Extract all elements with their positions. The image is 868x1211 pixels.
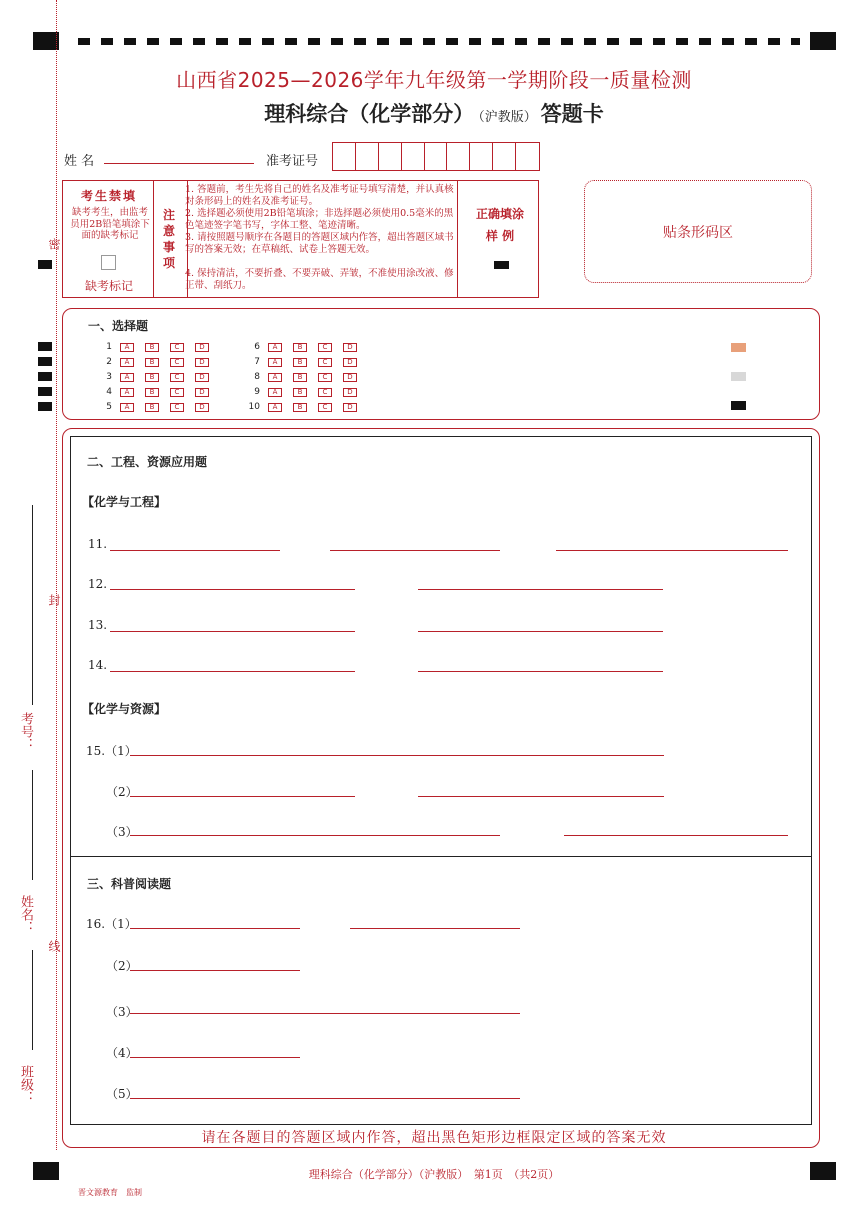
sample-label-1: 正确填涂 — [475, 207, 524, 221]
mc-option-bubble[interactable]: A — [268, 358, 282, 367]
subsection-resources: 【化学与资源】 — [82, 702, 167, 716]
seal-label-xian: 线 — [47, 940, 61, 952]
mc-option-bubble[interactable]: C — [170, 403, 184, 412]
barcode-label: 贴条形码区 — [663, 224, 733, 241]
mc-option-bubble[interactable]: A — [120, 373, 134, 382]
mc-option-bubble[interactable]: D — [195, 388, 209, 397]
q11-answer-line[interactable] — [330, 550, 500, 551]
fill-sample-swatch — [731, 343, 746, 352]
mc-question-row — [92, 402, 220, 412]
q16-1-answer-line[interactable] — [130, 928, 300, 929]
exam-no-line — [32, 505, 33, 705]
q16-5-answer-line[interactable] — [130, 1098, 520, 1099]
mc-option-bubble[interactable]: C — [318, 388, 332, 397]
section2-title: 二、工程、资源应用题 — [87, 455, 208, 469]
mc-option-bubble[interactable]: B — [145, 358, 159, 367]
mc-question-number: 4 — [106, 387, 112, 397]
q16-3-label: （3） — [106, 1005, 138, 1019]
margin-exam-no-label: 考号： — [18, 712, 33, 751]
mc-question-row — [240, 342, 368, 352]
q15-2-answer-line[interactable] — [130, 796, 355, 797]
mc-option-bubble[interactable]: C — [170, 373, 184, 382]
binding-line — [56, 0, 57, 1150]
mc-question-row — [240, 387, 368, 397]
mc-option-bubble[interactable]: B — [293, 343, 307, 352]
mc-question-number: 8 — [254, 372, 260, 382]
section1-title: 一、选择题 — [88, 319, 149, 333]
q12-answer-line[interactable] — [110, 589, 355, 590]
q16-1-answer-line[interactable] — [350, 928, 520, 929]
mc-question-number: 1 — [106, 342, 112, 352]
mc-question-row — [92, 357, 220, 367]
mc-question-number: 3 — [106, 372, 112, 382]
attention-label: 注意事项 — [163, 208, 176, 270]
q14-answer-line[interactable] — [418, 671, 663, 672]
q16-2-label: （2） — [106, 959, 138, 973]
absent-mark-label: 缺考标记 — [84, 279, 133, 293]
rule-3: 3. 请按照题号顺序在各题目的答题区域内作答，超出答题区域书写的答案无效；在草稿纸、试卷上答题无效。 — [185, 232, 454, 255]
mc-option-bubble[interactable]: A — [120, 343, 134, 352]
exam-title: 山西省2025—2026学年九年级第一学期阶段一质量检测 — [176, 68, 692, 92]
rule-2: 2. 选择题必须使用2B铅笔填涂；非选择题必须使用0.5毫米的黑色笔迹签字笔书写，字体工整、笔迹清晰。 — [185, 208, 454, 231]
q12-label: 12. — [88, 577, 108, 591]
mc-question-number: 2 — [106, 357, 112, 367]
q11-answer-line[interactable] — [556, 550, 788, 551]
mc-option-bubble[interactable]: D — [195, 403, 209, 412]
mc-option-bubble[interactable]: B — [293, 388, 307, 397]
mc-question-row — [240, 402, 368, 412]
fill-sample-swatch — [731, 401, 746, 410]
q13-label: 13. — [88, 618, 108, 632]
sample-label-2: 样 例 — [485, 229, 515, 243]
page-footer: 理科综合（化学部分）（沪教版） 第1页 （共2页） — [308, 1168, 560, 1181]
mc-option-bubble[interactable]: A — [268, 343, 282, 352]
answer-area-warning: 请在各题目的答题区域内作答，超出黑色矩形边框限定区域的答案无效 — [201, 1130, 667, 1146]
section3-title: 三、科普阅读题 — [87, 877, 172, 891]
mc-option-bubble[interactable]: B — [293, 358, 307, 367]
mc-question-row — [240, 357, 368, 367]
exam-id-label: 准考证号 — [266, 154, 319, 169]
mc-option-bubble[interactable]: B — [145, 373, 159, 382]
margin-class-label: 班级： — [18, 1065, 33, 1104]
mc-question-number: 10 — [248, 402, 260, 412]
mc-question-row — [92, 372, 220, 382]
card-title — [0, 98, 868, 128]
mc-option-bubble[interactable]: D — [343, 388, 357, 397]
rule-4: 4. 保持清洁，不要折叠、不要弄破、弄皱，不准使用涂改液、修正带、刮纸刀。 — [185, 268, 454, 291]
mc-option-bubble[interactable]: A — [268, 388, 282, 397]
q15-1-label: 15.（1） — [86, 744, 137, 758]
mc-option-bubble[interactable]: B — [145, 343, 159, 352]
mc-question-number: 7 — [254, 357, 260, 367]
mc-question-row — [92, 342, 220, 352]
side-mark — [38, 402, 52, 411]
mc-option-bubble[interactable]: C — [318, 358, 332, 367]
mc-option-bubble[interactable]: D — [343, 343, 357, 352]
q16-4-label: （4） — [106, 1046, 138, 1060]
mc-option-bubble[interactable]: A — [120, 388, 134, 397]
absent-checkbox[interactable] — [101, 255, 116, 270]
mc-option-bubble[interactable]: D — [195, 343, 209, 352]
q12-answer-line[interactable] — [418, 589, 663, 590]
q15-2-label: （2） — [106, 785, 138, 799]
mc-option-bubble[interactable]: A — [120, 358, 134, 367]
q16-2-answer-line[interactable] — [130, 970, 300, 971]
q15-3-answer-line[interactable] — [130, 835, 500, 836]
q13-answer-line[interactable] — [418, 631, 663, 632]
section-divider — [70, 856, 812, 857]
mc-option-bubble[interactable]: C — [170, 358, 184, 367]
q15-2-answer-line[interactable] — [418, 796, 664, 797]
side-mark — [38, 387, 52, 396]
mc-question-row — [92, 387, 220, 397]
exam-id-boxes[interactable] — [332, 142, 540, 171]
mc-option-bubble[interactable]: D — [343, 373, 357, 382]
mc-option-bubble[interactable]: C — [170, 388, 184, 397]
mc-option-bubble[interactable]: A — [120, 403, 134, 412]
notice-panel — [62, 180, 539, 298]
seal-label-mi: 密 — [47, 238, 61, 250]
q16-4-answer-line[interactable] — [130, 1057, 300, 1058]
q15-3-label: （3） — [106, 825, 138, 839]
mc-option-bubble[interactable]: B — [145, 388, 159, 397]
name-field[interactable] — [104, 163, 254, 164]
q15-3-answer-line[interactable] — [564, 835, 788, 836]
q14-answer-line[interactable] — [110, 671, 355, 672]
mc-option-bubble[interactable]: D — [195, 358, 209, 367]
side-mark — [38, 260, 52, 269]
forbidden-text: 缺考考生，由监考员用2B铅笔填涂下面的缺考标记 — [70, 207, 150, 241]
answer-region-inner — [70, 436, 812, 1125]
sample-fill-mark — [494, 261, 509, 269]
rule-1: 1. 答题前，考生先将自己的姓名及准考证号填写清楚，并认真核对条形码上的姓名及准考证号。 — [185, 184, 454, 207]
mc-option-bubble[interactable]: B — [145, 403, 159, 412]
q15-1-answer-line[interactable] — [130, 755, 664, 756]
margin-exam-no-line-2 — [32, 770, 33, 880]
mc-question-number: 5 — [106, 402, 112, 412]
mc-question-number: 9 — [254, 387, 260, 397]
side-mark — [38, 342, 52, 351]
name-label: 姓 名 — [64, 154, 95, 169]
q16-1-label: 16.（1） — [86, 917, 137, 931]
top-timing-marks — [78, 38, 800, 45]
mc-option-bubble[interactable]: B — [293, 373, 307, 382]
mc-option-bubble[interactable]: B — [293, 403, 307, 412]
mc-option-bubble[interactable]: D — [195, 373, 209, 382]
forbidden-title: 考生禁填 — [80, 189, 137, 203]
publisher-credit: 晋文源教育 监制 — [78, 1188, 142, 1197]
mc-option-bubble[interactable]: C — [170, 343, 184, 352]
side-mark — [38, 372, 52, 381]
mc-option-bubble[interactable]: A — [268, 403, 282, 412]
side-mark — [38, 357, 52, 366]
q13-answer-line[interactable] — [110, 631, 355, 632]
corner-mark-top-right — [810, 32, 836, 50]
barcode-area — [584, 180, 812, 283]
fill-sample-swatch — [731, 372, 746, 381]
q11-answer-line[interactable] — [110, 550, 280, 551]
margin-name-label: 姓名： — [18, 895, 33, 934]
card-title-edition: （沪教版） — [478, 110, 537, 125]
mc-option-bubble[interactable]: A — [268, 373, 282, 382]
mc-question-number: 6 — [254, 342, 260, 352]
card-title-suffix: 答题卡 — [540, 102, 604, 126]
mc-option-bubble[interactable]: D — [343, 358, 357, 367]
q14-label: 14. — [88, 658, 108, 672]
margin-name-line — [32, 950, 33, 1050]
mc-question-row — [240, 372, 368, 382]
subsection-engineering: 【化学与工程】 — [82, 495, 167, 509]
card-title-subject: 理科综合（化学部分） — [264, 102, 475, 126]
q16-5-label: （5） — [106, 1087, 138, 1101]
seal-label-feng: 封 — [47, 594, 61, 606]
mc-option-bubble[interactable]: C — [318, 373, 332, 382]
mc-option-bubble[interactable]: C — [318, 343, 332, 352]
q16-3-answer-line[interactable] — [130, 1013, 520, 1014]
mc-option-bubble[interactable]: C — [318, 403, 332, 412]
q11-label: 11. — [88, 537, 108, 551]
mc-option-bubble[interactable]: D — [343, 403, 357, 412]
